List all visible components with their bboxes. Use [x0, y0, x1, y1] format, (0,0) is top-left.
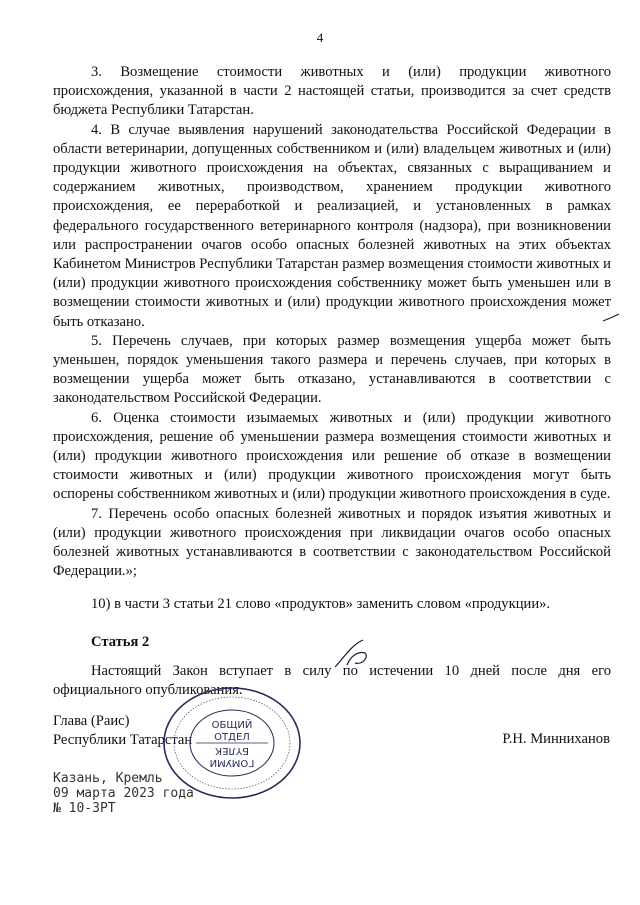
footer-place: Казань, Кремль [53, 771, 163, 786]
stamp-line2: ОТДЕЛ [214, 732, 250, 743]
paragraph-4: 4. В случае выявления нарушений законодательства Российской Федерации в области ветеринарии, допущенных собственником и (или) владельцем животных и (или) продукции животного происхождения на объектах, связанных с выращиванием и содержанием животных, производством, хранением продукции животного происхождения, ее переработкой и реализацией, и установленных в рамках федерального государственного ветеринарного контроля (надзора), при возникновении или распространении очагов особо опасных болезней животных на этих объектах Кабинетом Министров Республики Татарстан размер возмещения стоимости животных и (или) продукции животного происхождения собственнику может быть уменьшен или в возмещении стоимости животных и (или) продукции животного происхождения может быть отказано. [53, 121, 611, 330]
article-heading: Статья 2 [91, 633, 150, 650]
article-text: Настоящий Закон вступает в силу по истечении 10 дней после дня его официального опубликования. [53, 662, 611, 699]
signatory-title-line1: Глава (Раис) [53, 713, 130, 729]
paragraph-5: 5. Перечень случаев, при которых размер возмещения ущерба может быть уменьшен, порядок уменьшения такого размера и перечень случаев, при которых в возмещении ущерба может быть отказано, устанавливаются в соответствии с законодательством Российской Федерации. [53, 332, 611, 407]
paragraph-3: 3. Возмещение стоимости животных и (или) продукции животного происхождения, указанной в части 2 настоящей статьи, производится за счет средств бюджета Республики Татарстан. [53, 64, 611, 119]
stamp-line4: ГОМУМИ [209, 757, 255, 768]
footer-date: 09 марта 2023 года [53, 786, 194, 801]
paragraph-7: 7. Перечень особо опасных болезней животных и порядок изъятия животных и (или) продукции животного происхождения при ликвидации очагов особо опасных болезней животных устанавливаются в соответствии с законодательством Российской Федерации.»; [53, 505, 611, 580]
item-10: 10) в части 3 статьи 21 слово «продуктов» заменить словом «продукции». [91, 596, 551, 613]
footer-number: № 10-ЗРТ [53, 801, 116, 816]
page-number: 4 [316, 30, 324, 45]
paragraph-6: 6. Оценка стоимости изымаемых животных и (или) продукции животного происхождения, решение об уменьшении размера возмещения стоимости животных и (или) продукции животного происхождения или решение об отказе в возмещении стоимости животных и (или) продукции животного происхождения могут быть оспорены собственником животных и (или) продукции животного происхождения в суде. [53, 409, 611, 503]
stamp-line1: ОБЩИЙ [211, 720, 253, 731]
document-body [53, 63, 611, 700]
signature-scribble [333, 637, 373, 671]
stamp-line3: БҮЛЕК [215, 745, 249, 756]
signatory-title-line2: Республики Татарстан [53, 732, 193, 748]
pen-mark [602, 311, 620, 325]
signatory-name: Р.Н. Минниханов [502, 731, 610, 747]
document-footer [53, 771, 194, 816]
